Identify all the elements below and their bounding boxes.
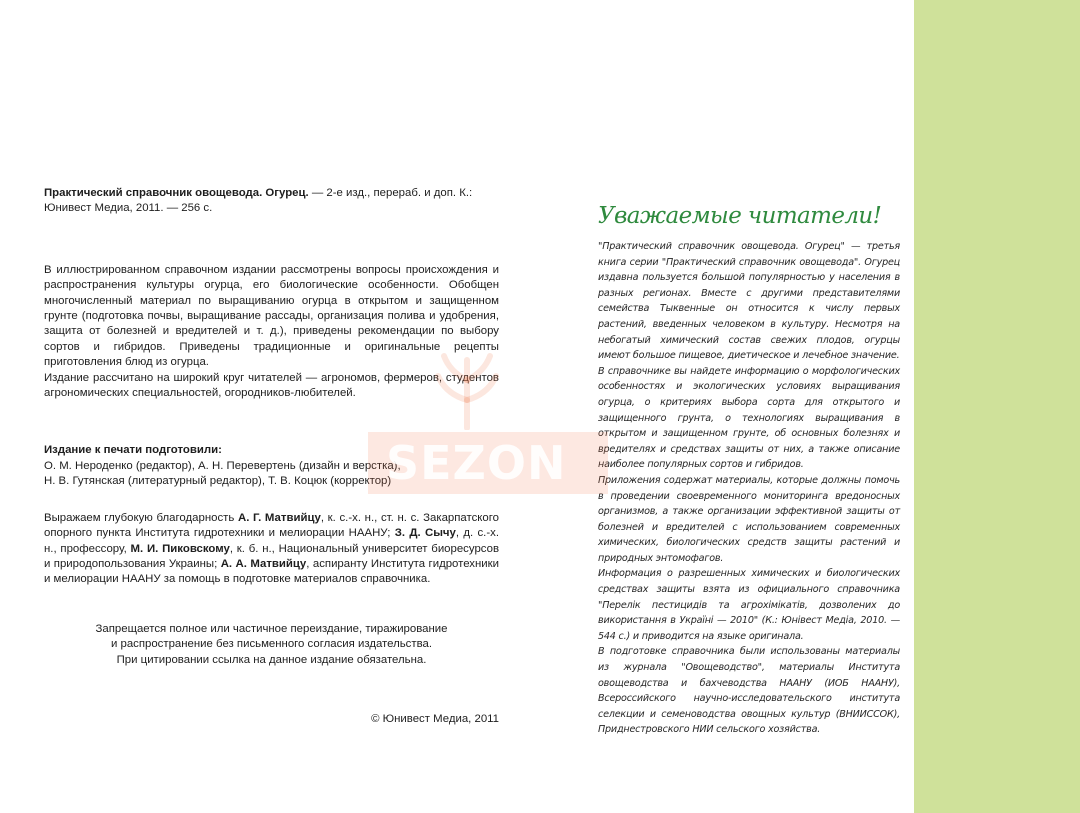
readers-paragraph: Информация о разрешенных химических и биологических средствах защиты взята из официального справочника "Перелік пестицидів та агрохімікатів, дозволених до використання в Україні — 2010" (К.: Юнівест Медіа, 2010. — 544 с.) и приводится на языке оригинала.: [598, 568, 900, 642]
readers-address-column: [598, 203, 900, 738]
watermark: [368, 432, 608, 494]
acknowledgements: [44, 511, 499, 588]
annotation: [44, 263, 499, 402]
copyright-notice: [44, 622, 499, 668]
watermark-leaf-icon: [432, 350, 502, 430]
audience-text: Издание рассчитано на широкий круг читателей — агрономов, фермеров, студентов агрономических специальностей, огородников-любителей.: [44, 371, 499, 400]
thanks-name: З. Д. Сычу: [394, 527, 456, 540]
notice-line: При цитировании ссылка на данное издание обязательна.: [116, 653, 427, 666]
prepared-by-line-2: Н. В. Гутянская (литературный редактор), Т. В. Коцюк (корректор): [44, 475, 392, 488]
thanks-text: , к. с.-х. н., ст. н. с. Закарпатского опорного пункта Института гидротехники и мелиорации НААНУ;: [44, 511, 499, 540]
thanks-text: , д. с.-х. н., профессору,: [44, 527, 499, 555]
readers-paragraph: "Практический справочник овощевода. Огурец" — третья книга серии "Практический справочник овощевода". Огурец издавна пользуется большой популярностью у населения в разных регионах. Вместе с другими представителями семейства Тыквенные он относится к числу первых растений, введенных человеком в культуру. Несмотря на небогатый химический состав свежих плодов, огурцы имеют большое пищевое, диетическое и лечебное значение.: [598, 241, 900, 362]
notice-line: и распространение без письменного согласия издательства.: [110, 638, 433, 651]
readers-paragraph: В справочнике вы найдете информацию о морфологических особенностях и экологических условиях выращивания огурца, о критериях выбора сорта для открытого и защищенного грунта, о технологиях выращивания в открытом и защищенном грунте, об основных болезнях и вредителях и средствах защиты от них, а также описание наиболее популярных сортов и гибридов.: [598, 365, 900, 471]
bibliographic-record: [44, 186, 499, 217]
greeting-heading: Уважаемые читатели!: [598, 203, 882, 229]
notice-line: Запрещается полное или частичное переиздание, тиражирование: [95, 622, 448, 635]
readers-paragraph: В подготовке справочника были использованы материалы из журнала "Овощеводство", материалы Института овощеводства и бахчеводства НААНУ (ИОБ НААНУ), Всероссийского научно-исследовательского института селекции и семеноводства овощных культур (ВНИИССОК), Приднестровского НИИ сельского хозяйства.: [598, 646, 900, 736]
copyright-line: © Юнивест Медиа, 2011: [371, 712, 499, 725]
thanks-name: М. И. Пиковскому: [130, 542, 230, 555]
annotation-text: В иллюстрированном справочном издании рассмотрены вопросы происхождения и распространения культуры огурца, его биологические особенности. Обобщен многочисленный материал по выращиванию огурца в открытом и защищенном грунте (подготовка почвы, выращивание рассады, организация полива и удобрения, защита от болезней и вредителей и т. д.), приведены рекомендации по выбору сортов и гибридов. Приведены традиционные и оригинальные рецепты приготовления блюд из огурца.: [44, 263, 499, 369]
thanks-text: , аспиранту Института гидротехники и мелиорации НААНУ за помощь в подготовке материалов справочника.: [44, 557, 499, 586]
thanks-name: А. Г. Матвийцу: [237, 511, 321, 524]
watermark-text: SEZON: [386, 436, 567, 490]
bib-details: — 2-е изд., перераб. и доп. К.: Юнивест Медиа, 2011. — 256 с.: [44, 187, 473, 215]
readers-paragraph: Приложения содержат материалы, которые должны помочь в проведении своевременного мониторинга вредоносных организмов, а также организации эффективной защиты от болезней и вредителей с использованием современных химических, биологических средств защиты растений и природных энтомофагов.: [598, 474, 900, 564]
thanks-text: , к. б. н., Национальный университет биоресурсов и природопользования Украины;: [44, 542, 499, 570]
green-side-strip: [914, 0, 1080, 813]
prepared-by-title: Издание к печати подготовили:: [44, 444, 222, 457]
thanks-name: А. А. Матвийцу: [220, 557, 307, 570]
thanks-text: Выражаем глубокую благодарность: [44, 511, 238, 524]
bib-title: Практический справочник овощевода. Огурец.: [44, 187, 309, 199]
prepared-by-line-1: О. М. Нероденко (редактор), А. Н. Перевертень (дизайн и верстка),: [44, 459, 401, 472]
